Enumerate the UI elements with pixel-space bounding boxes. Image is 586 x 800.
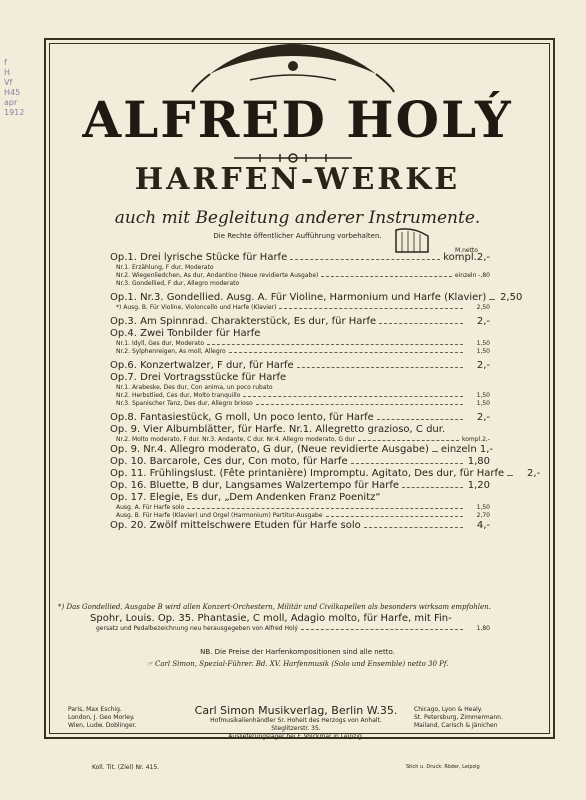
work-price: einzeln 1,- [440,444,494,455]
work-price: 1,50 [476,348,490,355]
work-title: Nr.2. Herbstlied, Ces dur, Molto tranquillo [116,392,241,399]
work-title: Op. 20. Zwölf mittelschwere Etuden für Harfe solo [110,520,361,531]
collection-title: HARFEN-WERKE [134,162,461,197]
agents-right [414,706,503,730]
margin-note-line: 1912 [4,108,25,117]
work-title: Nr.3. Spanischer Tanz, Des dur, Allegro brioso [116,400,253,407]
work-entry [110,444,494,456]
work-price: 2,- [527,468,541,479]
agent-line: Paris, Max Eschig. [68,706,122,713]
work-subentry [110,392,490,400]
work-price: 2,- [476,360,490,371]
work-title: Op. 11. Frühlingslust. (Fête printanière) Impromptu. Agitato, Des dur, für Harfe [110,468,505,479]
work-title: Op. 17. Elegie, Es dur, „Dem Andenken Franz Poenitz“ [110,492,381,503]
agent-line: Chicago, Lyon & Healy. [414,706,483,713]
work-entry [110,360,490,372]
margin-note-line: f [4,58,7,67]
work-title: Nr.2. Sylphenreigen, As moll, Allegro [116,348,226,355]
work-title: Op.6. Konzertwalzer, F dur, für Harfe [110,360,294,371]
work-title: Nr.1. Arabeske, Des dur, Con anima, un poco rubato [116,384,273,391]
work-price: 1,50 [476,392,490,399]
agent-line: Mailand, Carisch & Jänichen [414,722,498,729]
printer-credit: Stich u. Druck: Röder, Leipzig [406,764,480,770]
margin-note-line: H45 [4,88,21,97]
margin-note-line: H [4,68,11,77]
work-title: Op.4. Zwei Tonbilder für Harfe [110,328,261,339]
work-title: *) Ausg. B. Für Violine, Violoncello und Harfe (Klavier) [116,304,277,311]
agent-line: St. Petersburg, Zimmermann. [414,714,503,721]
work-price: 4,- [476,520,490,531]
work-price: kompl.2,- [443,252,490,263]
work-title: Op.8. Fantasiestück, G moll, Un poco lento, für Harfe [110,412,374,423]
works-list [110,252,541,532]
publisher-block [176,704,416,741]
work-price: 2,- [476,412,490,423]
work-entry [110,372,490,384]
work-title: Op. 10. Barcarole, Ces dur, Con moto, für Harfe [110,456,348,467]
work-subentry [110,512,490,520]
margin-note-line: Vf [4,78,13,87]
work-price: 1,50 [476,504,490,511]
work-entry [110,412,490,424]
agent-line: London, J. Geo Morley. [68,714,135,721]
guide-note: ☞ Carl Simon, Spezial-Führer. Bd. XV. Harfenmusik (Solo und Ensemble) netto 30 Pf. [146,660,449,668]
spohr-entry [90,613,490,633]
margin-note-line: apr [4,98,18,107]
work-subentry [110,348,490,356]
work-subentry [110,280,490,288]
work-entry [110,252,490,264]
work-entry [110,328,490,340]
work-subentry [110,400,490,408]
top-ornament [190,40,396,94]
publisher-line2: Hofmusikalienhändler Sr. Hoheit des Herzogs von Anhalt. [210,717,382,724]
work-price: einzeln -,80 [454,272,490,279]
work-price: 2,- [476,316,490,327]
rights-notice: Die Rechte öffentlicher Aufführung vorbehalten. [213,232,382,240]
work-price: 1,50 [476,400,490,407]
publisher-line4: Auslieferungslager bei F. Volckmar in Leipzig. [228,733,364,740]
price-header: M.netto [455,247,478,254]
publisher-name: Carl Simon Musikverlag, Berlin W.35. [194,704,398,717]
work-subentry [110,340,490,348]
handwritten-margin-note [4,58,24,118]
work-price: 2,50 [500,292,523,303]
work-entry [110,292,523,304]
work-title: Op.7. Drei Vortragsstücke für Harfe [110,372,287,383]
agent-line: Wien, Ludw. Doblinger. [68,722,137,729]
work-subentry [110,504,490,512]
work-entry [110,468,541,480]
publisher-line3: Steglitzerstr. 35. [271,725,321,732]
work-subentry [110,436,490,444]
work-price: kompl.2,- [461,436,490,443]
work-price: 2,50 [476,304,490,311]
work-price: 2,70 [476,512,490,519]
work-title: Nr.2. Molto moderato, F dur. Nr.3. Andante, C dur. Nr.4. Allegro moderato, G dur [116,436,355,443]
plate-number: Koll. Tit. (Ziel) Nr. 415. [92,764,160,771]
work-title: Nr.1. Erzählung, F dur, Moderato [116,264,214,271]
work-subentry [110,272,490,280]
work-entry [110,456,490,468]
work-entry [110,424,490,436]
composer-name: ALFRED HOLÝ [82,90,513,149]
work-title: Nr.2. Wiegenliedchen, As dur, Andantino (Neue revidierte Ausgabe) [116,272,319,279]
spohr-line2: gersatz und Pedalbezeichnung neu herausgegeben von Alfred Holý 1,80 [96,625,490,632]
work-price: 1,80 [467,456,490,467]
work-title: Op. 9. Nr.4. Allegro moderato, G dur, (Neue revidierte Ausgabe) [110,444,429,455]
work-title: Op. 16. Bluette, B dur, Langsames Walzertempo für Harfe [110,480,400,491]
work-title: Op. 9. Vier Albumblätter, für Harfe. Nr.1. Allegretto grazioso, C dur. [110,424,446,435]
price-note: NB. Die Preise der Harfenkompositionen sind alle netto. [200,648,395,656]
spohr-line1: Spohr, Louis. Op. 35. Phantasie, C moll, Adagio molto, für Harfe, mit Fin- [90,613,452,624]
work-subentry [110,264,490,272]
work-title: Ausg. A. Für Harfe solo [116,504,185,511]
agents-left [68,706,136,730]
harp-ornament [392,226,432,254]
work-entry [110,480,490,492]
work-title: Op.1. Nr.3. Gondellied. Ausg. A. Für Violine, Harmonium und Harfe (Klavier) [110,292,487,303]
subtitle: auch mit Begleitung anderer Instrumente. [114,208,481,228]
work-title: Op.3. Am Spinnrad. Charakterstück, Es dur, für Harfe [110,316,377,327]
work-price: 1,50 [476,340,490,347]
work-entry [110,520,490,532]
work-price: 1,20 [467,480,490,491]
work-subentry [110,304,490,312]
work-title: Nr.1. Idyll, Ges dur, Moderato [116,340,205,347]
work-title: Ausg. B. Für Harfe (Klavier) und Orgel (Harmonium) Partitur-Ausgabe [116,512,323,519]
work-entry [110,316,490,328]
footnote: *) Das Gondellied, Ausgabe B wird allen Konzert-Orchestern, Militär und Civilkapellen als besonders wirksam empfohlen. [58,603,491,611]
work-entry [110,492,490,504]
work-subentry [110,384,490,392]
work-title: Op.1. Drei lyrische Stücke für Harfe [110,252,288,263]
work-title: Nr.3. Gondellied, F dur, Allegro moderato [116,280,240,287]
